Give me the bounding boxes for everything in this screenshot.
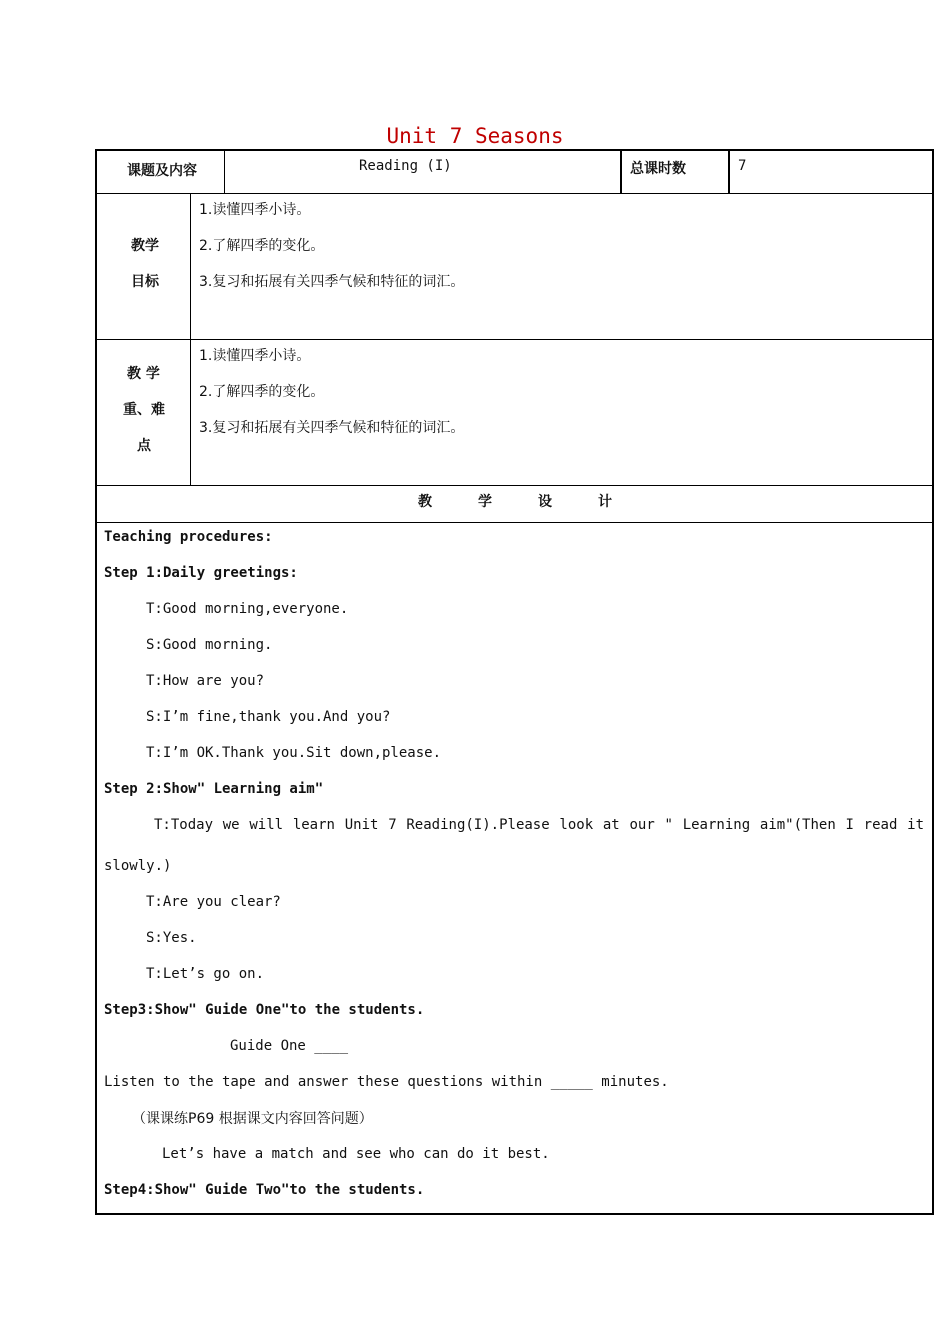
dialogue-line: T:Let’s go on.	[146, 966, 265, 982]
topic-label: 课题及内容	[127, 163, 197, 179]
dialogue-line: slowly.)	[104, 858, 172, 874]
dialogue-line: S:Yes.	[146, 930, 197, 946]
dialogue-line: T:Today we will learn Unit 7 Reading(I).Please look at our " Learning aim"(Then I read it	[154, 817, 924, 833]
objective-item: 1.读懂四季小诗。	[199, 202, 311, 218]
objectives-label-2: 目标	[131, 274, 159, 290]
hours-value: 7	[738, 158, 747, 174]
dialogue-line: S:Good morning.	[146, 637, 273, 653]
guide-one-label: Guide One ____	[230, 1038, 349, 1054]
keypoints-label-2: 重、难	[123, 402, 165, 418]
design-header-char: 计	[598, 494, 612, 510]
procedure-heading: Teaching procedures:	[104, 529, 273, 545]
design-header-char: 设	[538, 494, 552, 510]
design-header-char: 学	[478, 494, 492, 510]
keypoint-item: 1.读懂四季小诗。	[199, 348, 311, 364]
topic-value: Reading (I)	[359, 158, 452, 174]
dialogue-line: T:I’m OK.Thank you.Sit down,please.	[146, 745, 442, 761]
objectives-label-1: 教学	[131, 238, 159, 254]
keypoint-item: 3.复习和拓展有关四季气候和特征的词汇。	[199, 420, 465, 436]
step-3-heading: Step3:Show" Guide One"to the students.	[104, 1002, 425, 1018]
exercise-note: （课课练P69 根据课文内容回答问题）	[132, 1111, 373, 1127]
keypoints-label-3: 点	[137, 438, 151, 454]
hours-label: 总课时数	[630, 161, 686, 177]
document-title: Unit 7 Seasons	[386, 124, 564, 148]
keypoint-item: 2.了解四季的变化。	[199, 384, 325, 400]
dialogue-line: T:Good morning,everyone.	[146, 601, 349, 617]
instruction-line: Let’s have a match and see who can do it best.	[162, 1146, 550, 1162]
objective-item: 2.了解四季的变化。	[199, 238, 325, 254]
step-4-heading: Step4:Show" Guide Two"to the students.	[104, 1182, 425, 1198]
instruction-line: Listen to the tape and answer these questions within _____ minutes.	[104, 1074, 669, 1090]
step-2-heading: Step 2:Show" Learning aim"	[104, 781, 324, 797]
step-1-heading: Step 1:Daily greetings:	[104, 565, 298, 581]
objective-item: 3.复习和拓展有关四季气候和特征的词汇。	[199, 274, 465, 290]
design-header-char: 教	[418, 494, 432, 510]
keypoints-label-1: 教 学	[127, 366, 160, 382]
dialogue-line: T:Are you clear?	[146, 894, 281, 910]
dialogue-line: T:How are you?	[146, 673, 265, 689]
dialogue-line: S:I’m fine,thank you.And you?	[146, 709, 391, 725]
